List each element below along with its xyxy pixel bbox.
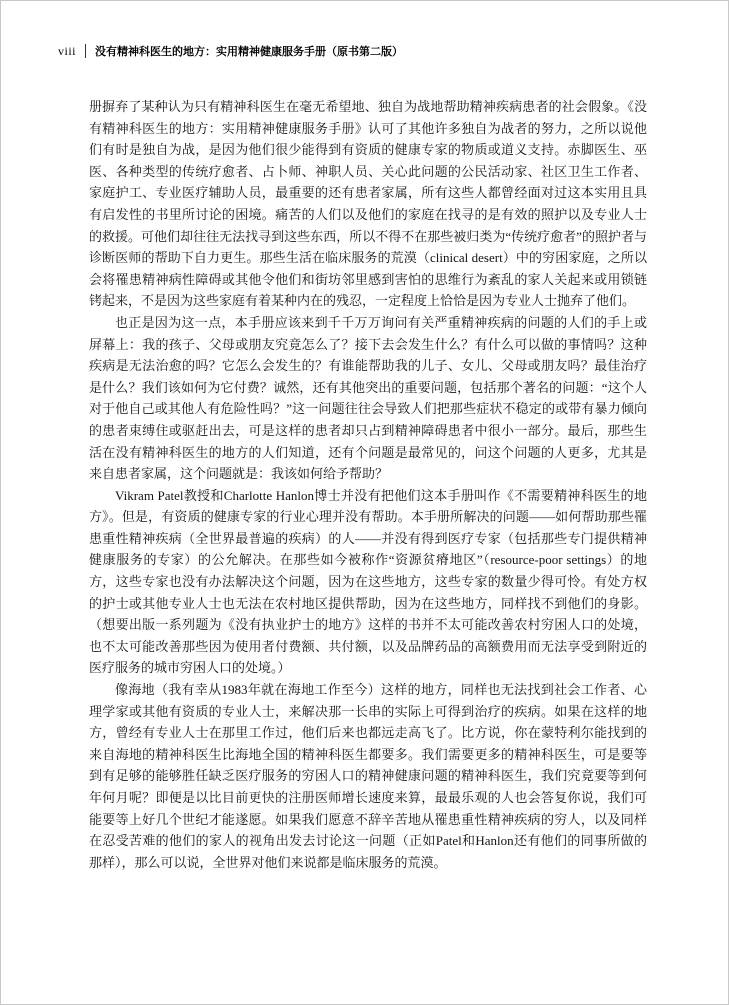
paragraph: 册摒弃了某种认为只有精神科医生在毫无希望地、独自为战地帮助精神疾病患者的社会假象。《没有精神科医生的地方：实用精神健康服务手册》认可了其他许多独自为战者的努力，之所以说他们有时是独自为战，是因为他们很少能得到有资质的健康专家的物质或道义支持。赤脚医生、巫医、各种类型的传统疗愈者、占卜师、神职人员、关心此问题的公民活动家、社区卫生工作者、家庭护工、专业医疗辅助人员，最重要的还有患者家属，所有这些人都曾经面对过这本实用且具有启发性的书里所讨论的困境。痛苦的人们以及他们的家庭在找寻的是有效的照护以及专业人士的救援。可他们却往往无法找寻到这些东西，所以不得不在那些被归类为“传统疗愈者”的照护者与诊断医师的帮助下自力更生。那些生活在临床服务的荒漠（clinical desert）中的穷困家庭，之所以会将罹患精神病性障碍或其他令他们和街坊邻里感到害怕的思维行为紊乱的家人关起来或用锁链铐起来，不是因为这些家庭有着某种内在的残忍，一定程度上恰恰是因为专业人士抛弃了他们。 [89,99,647,309]
paragraph: 也正是因为这一点，本手册应该来到千千万万询问有关严重精神疾病的问题的人们的手上或屏幕上：我的孩子、父母或朋友究竟怎么了？接下去会发生什么？有什么可以做的事情吗？这种疾病是无法治愈的吗？它怎么会发生的？有谁能帮助我的儿子、女儿、父母或朋友吗？最佳治疗是什么？我们该如何为它付费？诚然，还有其他突出的重要问题，包括那个著名的问题：“这个人对于他自己或其他人有危险性吗？”这一问题往往会导致人们把那些症状不稳定的或带有暴力倾向的患者束缚住或驱赶出去，可是这样的患者却只占到精神障碍患者中很小一部分。最后，那些生活在没有精神科医生的地方的人们知道，还有个问题是最常见的，问这个问题的人更多，尤其是来自患者家属，这个问题就是：我该如何给予帮助？ [89,314,647,482]
page-header [58,43,668,59]
paragraph: 像海地（我有幸从1983年就在海地工作至今）这样的地方，同样也无法找到社会工作者、心理学家或其他有资质的专业人士，来解决那一长串的实际上可得到治疗的疾病。如果在这样的地方，曾经有专业人士在那里工作过，他们后来也都远走高飞了。比方说，你在蒙特利尔能找到的来自海地的精神科医生比海地全国的精神科医生都要多。我们需要更多的精神科医生，可是要等到有足够的能够胜任缺乏医疗服务的穷困人口的精神健康问题的精神科医生，我们究竟要等到何年何月呢？即便是以比目前更快的注册医师增长速度来算，最最乐观的人也会答复你说，我们可能要等上好几个世纪才能遂愿。如果我们愿意不辞辛苦地从罹患重性精神疾病的穷人，以及同样在忍受苦难的他们的家人的视角出发去讨论这一问题（正如Patel和Hanlon还有他们的同事所做的那样），那么可以说，全世界对他们来说都是临床服务的荒漠。 [89,682,647,870]
paragraph: Vikram Patel教授和Charlotte Hanlon博士并没有把他们这本手册叫作《不需要精神科医生的地方》。但是，有资质的健康专家的行业心理并没有帮助。本手册所解决的问题——如何帮助那些罹患重性精神疾病（全世界最普遍的疾病）的人——并没有得到医疗专家（包括那些专门提供精神健康服务的专家）的公允解决。在那些如今被称作“资源贫瘠地区”（resource-poor settings）的地方，这些专家也没有办法解决这个问题，因为在这些地方，这些专家的数量少得可怜。有处方权的护士或其他专业人士也无法在农村地区提供帮助，因为在这些地方，同样找不到他们的身影。（想要出版一系列题为《没有执业护士的地方》这样的书并不太可能改善农村穷困人口的处境，也不太可能改善那些因为使用者付费额、共付额，以及品牌药品的高额费用而无法享受到附近的医疗服务的城市穷困人口的处境。） [89,487,647,676]
page-number: viii [58,43,77,58]
header-divider [85,44,86,58]
running-title: 没有精神科医生的地方：实用精神健康服务手册（原书第二版） [95,46,404,58]
body-text [89,96,647,873]
